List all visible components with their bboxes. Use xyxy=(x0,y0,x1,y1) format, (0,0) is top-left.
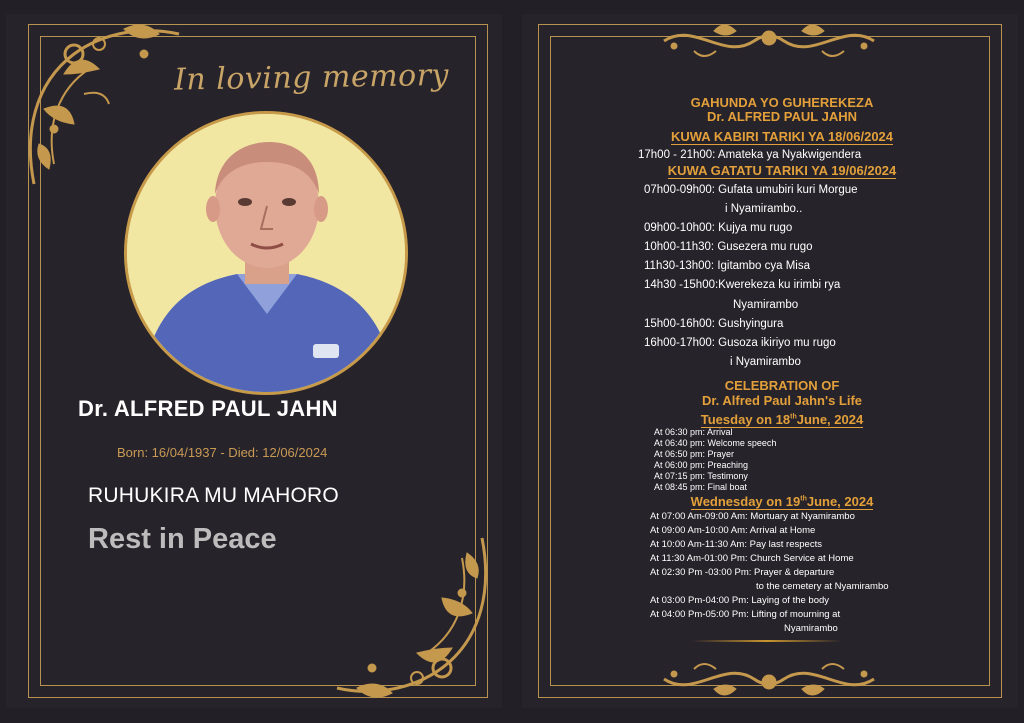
memory-title: In loving memory xyxy=(173,57,450,98)
divider-line xyxy=(692,640,842,642)
schedule-item-continued: Nyamirambo xyxy=(733,299,799,311)
schedule-item-continued: i Nyamirambo.. xyxy=(725,203,803,215)
tuesday-item: At 06:40 pm: Welcome speech xyxy=(654,438,777,448)
right-page xyxy=(522,14,1018,708)
celebration-heading: CELEBRATION OF xyxy=(724,378,840,393)
schedule-header: GAHUNDA YO GUHEREKEZA xyxy=(690,95,874,110)
tuesday-item: At 06:30 pm: Arrival xyxy=(654,427,733,437)
schedule-item: 09h00-10h00: Kujya mu rugo xyxy=(644,222,793,234)
tuesday-item: At 08:45 pm: Final boat xyxy=(654,482,748,492)
schedule-item: 07h00-09h00: Gufata umubiri kuri Morgue xyxy=(644,184,858,196)
day1-heading: KUWA KABIRI TARIKI YA 18/06/2024 xyxy=(670,129,894,144)
wednesday-item: At 11:30 Am-01:00 Pm: Church Service at Home xyxy=(650,553,854,564)
funeral-schedule xyxy=(522,14,1018,708)
wednesday-item: At 02:30 Pm -03:00 Pm: Prayer & departure xyxy=(650,567,835,578)
schedule-item: 10h00-11h30: Gusezera mu rugo xyxy=(644,241,813,253)
schedule-item-continued: i Nyamirambo xyxy=(730,356,801,368)
wednesday-item-continued: Nyamirambo xyxy=(784,623,838,634)
schedule-item: 15h00-16h00: Gushyingura xyxy=(644,318,784,330)
left-page xyxy=(6,14,502,708)
schedule-item: 16h00-17h00: Gusoza ikiriyo mu rugo xyxy=(644,337,836,349)
wednesday-item-continued: to the cemetery at Nyamirambo xyxy=(756,581,889,592)
schedule-item: 14h30 -15h00:Kwerekeza ku irimbi rya xyxy=(644,279,841,291)
schedule-item: 11h30-13h00: Igitambo cya Misa xyxy=(644,260,810,272)
rip-english: Rest in Peace xyxy=(88,523,277,555)
schedule-header-name: Dr. ALFRED PAUL JAHN xyxy=(707,109,857,124)
wednesday-item: At 04:00 Pm-05:00 Pm: Lifting of mourning at xyxy=(650,609,841,620)
tuesday-item: At 06:00 pm: Preaching xyxy=(654,460,749,470)
tuesday-heading: Tuesday on 18thJune, 2024 xyxy=(700,412,864,428)
portrait-photo xyxy=(124,111,408,395)
day2-heading: KUWA GATATU TARIKI YA 19/06/2024 xyxy=(667,163,897,178)
birth-death-dates: Born: 16/04/1937 - Died: 12/06/2024 xyxy=(117,445,328,460)
tuesday-item: At 07:15 pm: Testimony xyxy=(654,471,748,481)
schedule-item: 17h00 - 21h00: Amateka ya Nyakwigendera xyxy=(638,149,862,161)
wednesday-item: At 09:00 Am-10:00 Am: Arrival at Home xyxy=(650,525,816,536)
celebration-subheading: Dr. Alfred Paul Jahn's Life xyxy=(701,393,863,408)
wednesday-item: At 10:00 Am-11:30 Am: Pay last respects xyxy=(650,539,822,550)
corner-ornament-bottom-right-icon xyxy=(322,534,502,709)
rip-kinyarwanda: RUHUKIRA MU MAHORO xyxy=(88,484,339,507)
wednesday-item: At 07:00 Am-09:00 Am: Mortuary at Nyamirambo xyxy=(650,511,855,522)
tuesday-item: At 06:50 pm: Prayer xyxy=(654,449,735,459)
deceased-name: Dr. ALFRED PAUL JAHN xyxy=(78,396,338,421)
wednesday-heading: Wednesday on 19thJune, 2024 xyxy=(690,494,874,510)
wednesday-item: At 03:00 Pm-04:00 Pm: Laying of the body xyxy=(650,595,830,606)
